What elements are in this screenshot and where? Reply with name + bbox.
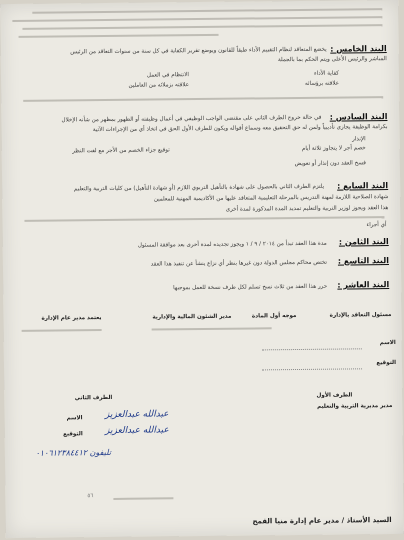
article-6-option: توقيع جزاء الخصم من الأجر مع لفت النظر bbox=[72, 147, 170, 155]
top-text-line bbox=[19, 32, 219, 40]
top-text-line bbox=[22, 22, 382, 32]
signatory-general-director: يعتمد مدير عام الإدارة bbox=[41, 315, 102, 322]
first-party-name: مدير مديرية التربية والتعليم bbox=[317, 403, 393, 410]
article-9-text: تختص محاكم مجلس الدولة دون غيرها بنظر أي نزاع ينشأ عن تنفيذ هذا العقد bbox=[150, 259, 327, 268]
article-6-line: بكرامة الوظيفة يجازى تأديبياً ولمن له حق التحقيق معه وسماع أقواله ويكون للطرف الأول الحق في اتخاذ أي من الإجراءات الآتية bbox=[92, 124, 388, 134]
article-6-option: الإنذار bbox=[352, 136, 366, 143]
article-7-line: شهادة الصلاحية اللازمة لمهنة التدريس بالمرحلة التعليمية المتعاقد عليها من الأكاديمية المهنية للمعلمين bbox=[153, 194, 389, 203]
article-7-line: أي أجراء bbox=[366, 222, 387, 229]
first-party-sign-field bbox=[262, 360, 362, 370]
second-party-sign-label: التوقيع bbox=[63, 431, 83, 438]
article-10-heading: البند العاشر : bbox=[337, 280, 390, 290]
article-10-text: حرر هذا العقد من ثلاث نسخ تسلم لكل طرف نسخة للعمل بموجبها bbox=[173, 283, 328, 292]
signatory-finance-director: مدير الشئون المالية والإدارية bbox=[152, 313, 232, 321]
article-7-heading: البند السابع : bbox=[337, 181, 389, 191]
article-5-line: يخضع المتعاقد لنظام التقييم الأداء طبقاً للقانون ويوضع تقرير الكفاية في كل سنة من سنوات التعاقد من الرئيس bbox=[70, 46, 327, 56]
article-5-option: كفاية الأداء bbox=[313, 70, 339, 77]
article-7-text-line bbox=[24, 214, 384, 224]
article-6-line: في حالة خروج الطرف الثاني على مقتضى الواجب الوظيفي في أعمال وظيفته أو الظهور بمظهر من شأنه الإخلال bbox=[61, 114, 322, 124]
article-5-heading: البند الخامس : bbox=[330, 44, 387, 54]
footer-addressee: السيد الأستاذ / مدير عام إدارة منيا القمح bbox=[252, 516, 392, 526]
article-9-heading: البند التاسع : bbox=[337, 256, 389, 266]
article-5-option: علاقته برؤسائه bbox=[304, 80, 340, 87]
second-party-signature-handwritten: عبدالله عبدالعزيز bbox=[105, 425, 169, 437]
second-party-title: الطرف الثاني bbox=[74, 394, 113, 402]
first-party-name-field bbox=[262, 340, 362, 350]
signatory-scrawl bbox=[22, 327, 102, 334]
article-5-option: علاقته بزملائه من العاملين bbox=[128, 82, 190, 89]
signatory-scrawl bbox=[152, 325, 272, 332]
page-number: ٥٦ bbox=[87, 493, 94, 500]
second-party-name-label: الاسم bbox=[66, 415, 83, 422]
second-party-name-handwritten: عبدالله عبدالعزيز bbox=[104, 409, 169, 421]
article-5-text-line bbox=[23, 94, 383, 104]
second-party-phone: تليفون ٠١٠٦١٢٣٨٤٤١٢ bbox=[35, 447, 111, 458]
article-8-heading: البند الثامن : bbox=[338, 237, 389, 247]
article-6-option: خصم أجر لا يتجاوز ثلاثة أيام bbox=[301, 145, 366, 152]
first-party-sign-label: التوقيع bbox=[376, 359, 397, 367]
article-6-option: فسخ العقد دون إنذار أو تعويض bbox=[294, 160, 366, 168]
article-7-line: هذا العقد ويجوز لوزير التربية والتعليم تمديد المدة المذكورة لمدة أخرى bbox=[225, 205, 389, 213]
faint-line bbox=[113, 495, 173, 502]
article-6-heading: البند السادس : bbox=[329, 112, 388, 122]
article-8-text: مدة هذا العقد تبدأ من ٢٠١٤ / ٩ / ١ ويجوز تجديده لمدة أخرى بعد موافقة المسئول bbox=[137, 240, 327, 249]
article-5-line: المباشر والرئيس الأعلى ويتم الحكم بما بالجملة bbox=[277, 56, 387, 64]
signatory-contract-officer: مسئول التعاقد بالإدارة bbox=[329, 312, 392, 319]
signatory-senior-supervisor: موجه أول المادة bbox=[251, 313, 297, 320]
first-party-title: الطرف الأول bbox=[316, 392, 353, 399]
article-7-line: يلتزم الطرف الثاني بالحصول على شهادة بالتأهيل التربوي اللازم (أو شهادة التأهيل) من كليات التربية والتعليم bbox=[73, 183, 325, 193]
first-party-name-label: الاسم bbox=[379, 339, 396, 347]
article-5-option: الانتظام في العمل bbox=[146, 72, 190, 79]
